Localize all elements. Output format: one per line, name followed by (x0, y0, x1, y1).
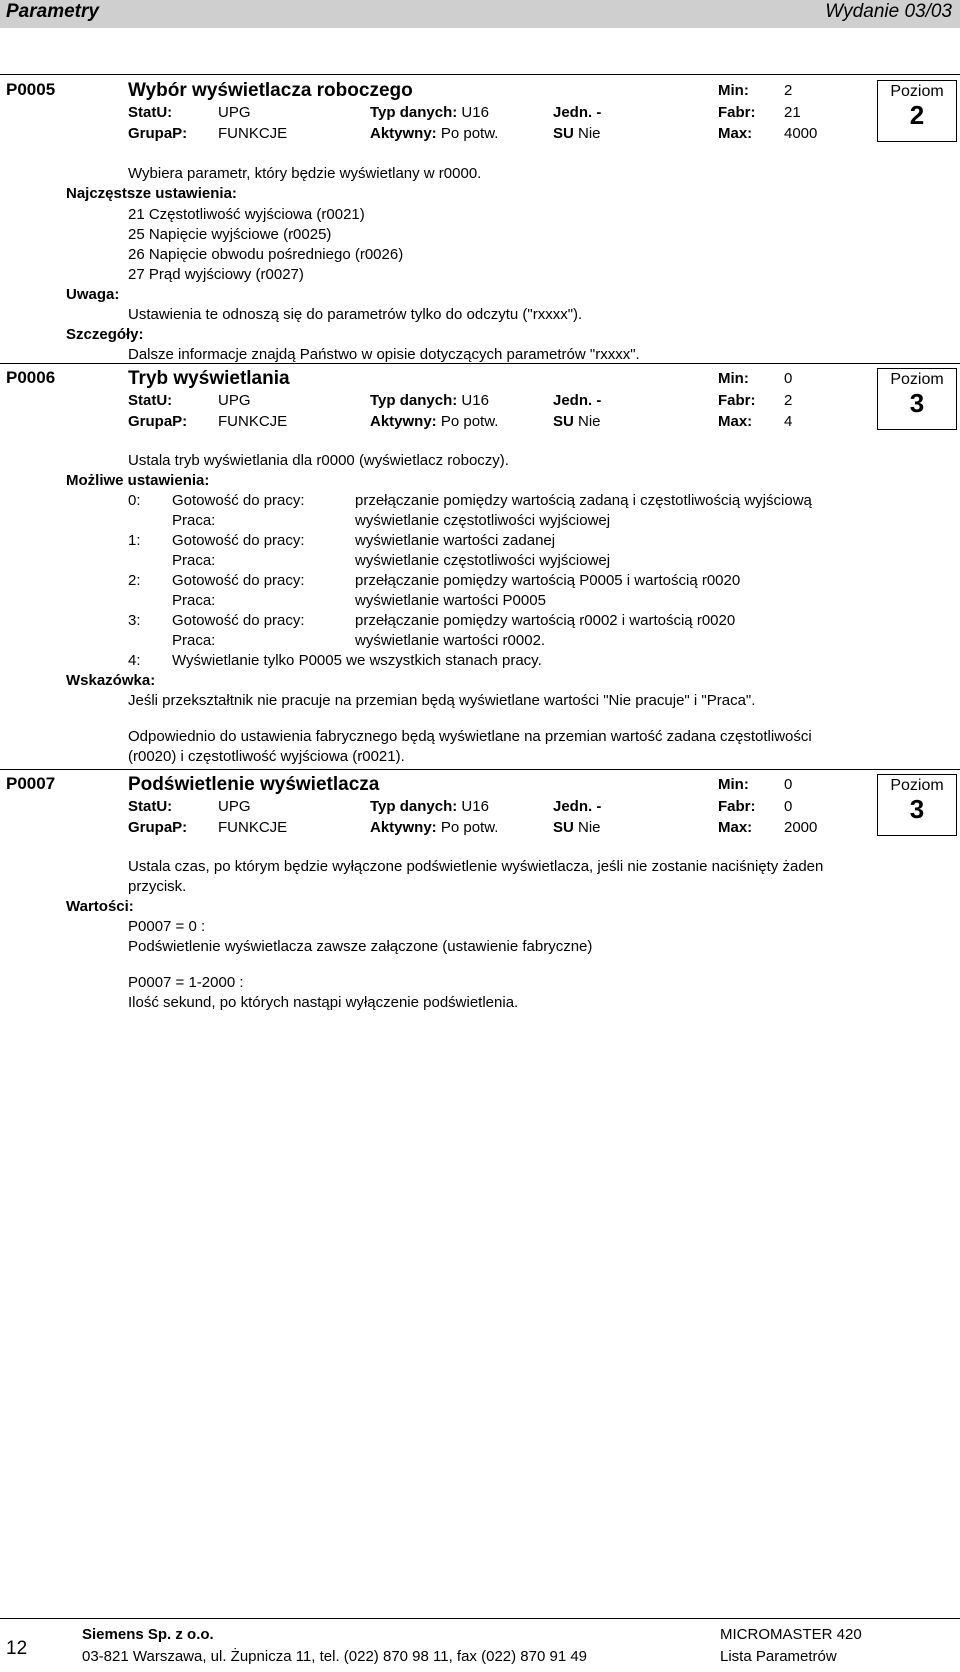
page-header (0, 0, 960, 28)
section-title: Parametry (6, 1, 99, 22)
hint-text: Odpowiednio do ustawienia fabrycznego będą wyświetlane na przemian wartość zadana częstotliwości (128, 728, 812, 745)
max-label: Max: (718, 413, 753, 430)
min-value: 0 (784, 370, 793, 387)
common-setting: 26 Napięcie obwodu pośredniego (r0026) (128, 246, 404, 263)
statu-label: StatU: (128, 798, 173, 815)
ready-text: przełączanie pomiędzy wartością P0005 i wartością r0020 (355, 572, 741, 589)
param-id: P0006 (6, 368, 56, 387)
document-name: Lista Parametrów (720, 1648, 837, 1665)
common-setting: 25 Napięcie wyjściowe (r0025) (128, 226, 332, 243)
divider (0, 363, 960, 364)
run-text: wyświetlanie wartości P0005 (355, 592, 546, 609)
type-field: Typ danych: U16 (370, 104, 489, 121)
unit-field: Jedn. - (553, 392, 602, 409)
setting-text: Wyświetlanie tylko P0005 we wszystkich stanach pracy. (172, 652, 542, 669)
fabr-label: Fabr: (718, 104, 756, 121)
max-value: 2000 (784, 819, 818, 836)
setting-number: 4: (128, 652, 141, 669)
fabr-value: 21 (784, 104, 801, 121)
description: Ustala czas, po którym będzie wyłączone podświetlenie wyświetlacza, jeśli nie zostanie naciśnięty żaden (128, 858, 824, 875)
active-field: Aktywny: Po potw. (370, 125, 499, 142)
min-value: 2 (784, 82, 793, 99)
type-field: Typ danych: U16 (370, 392, 489, 409)
setting-number: 3: (128, 612, 141, 629)
company-address: 03-821 Warszawa, ul. Żupnicza 11, tel. (022) 870 98 11, fax (022) 870 91 49 (82, 1648, 588, 1665)
page-footer (0, 1622, 960, 1672)
fabr-label: Fabr: (718, 798, 756, 815)
level-value: 3 (909, 388, 925, 418)
ready-text: przełączanie pomiędzy wartością zadaną i częstotliwością wyjściową (355, 492, 812, 509)
min-label: Min: (718, 776, 749, 793)
fabr-value: 0 (784, 798, 793, 815)
description: Wybiera parametr, który będzie wyświetlany w r0000. (128, 165, 482, 182)
max-label: Max: (718, 819, 753, 836)
grupap-label: GrupaP: (128, 413, 188, 430)
run-label: Praca: (172, 592, 216, 609)
company-name: Siemens Sp. z o.o. (82, 1626, 214, 1643)
ready-text: przełączanie pomiędzy wartością r0002 i wartością r0020 (355, 612, 736, 629)
settings-label: Możliwe ustawienia: (66, 472, 210, 489)
grupap-value: FUNKCJE (218, 125, 288, 142)
footer-divider (0, 1618, 960, 1619)
su-field: SU Nie (553, 413, 601, 430)
level-box: Poziom 3 (877, 774, 957, 836)
setting-number: 0: (128, 492, 141, 509)
min-label: Min: (718, 82, 749, 99)
run-label: Praca: (172, 632, 216, 649)
run-label: Praca: (172, 552, 216, 569)
page-number: 12 (6, 1638, 28, 1659)
common-setting: 27 Prąd wyjściowy (r0027) (128, 266, 304, 283)
ready-label: Gotowość do pracy: (172, 532, 305, 549)
description: Ustala tryb wyświetlania dla r0000 (wyświetlacz roboczy). (128, 452, 509, 469)
common-settings-label: Najczęstsze ustawienia: (66, 185, 237, 202)
value-key: P0007 = 0 : (128, 918, 206, 935)
run-label: Praca: (172, 512, 216, 529)
level-value: 3 (909, 794, 925, 824)
type-field: Typ danych: U16 (370, 798, 489, 815)
fabr-value: 2 (784, 392, 793, 409)
value-key: P0007 = 1-2000 : (128, 974, 244, 991)
level-value: 2 (909, 100, 925, 130)
edition-label: Wydanie 03/03 (825, 1, 952, 22)
min-label: Min: (718, 370, 749, 387)
min-value: 0 (784, 776, 793, 793)
description: przycisk. (128, 878, 187, 895)
details-label: Szczegóły: (66, 326, 144, 343)
statu-value: UPG (218, 392, 251, 409)
note-text: Ustawienia te odnoszą się do parametrów tylko do odczytu ("rxxxx"). (128, 306, 583, 323)
run-text: wyświetlanie wartości r0002. (355, 632, 546, 649)
hint-text: Jeśli przekształtnik nie pracuje na przemian będą wyświetlane wartości "Nie pracuje" i "Praca". (128, 692, 756, 709)
statu-label: StatU: (128, 392, 173, 409)
level-box: Poziom 3 (877, 368, 957, 430)
grupap-value: FUNKCJE (218, 819, 288, 836)
values-label: Wartości: (66, 898, 134, 915)
run-text: wyświetlanie częstotliwości wyjściowej (355, 512, 611, 529)
run-text: wyświetlanie częstotliwości wyjściowej (355, 552, 611, 569)
setting-number: 1: (128, 532, 141, 549)
active-field: Aktywny: Po potw. (370, 413, 499, 430)
grupap-value: FUNKCJE (218, 413, 288, 430)
ready-label: Gotowość do pracy: (172, 612, 305, 629)
param-title: Wybór wyświetlacza roboczego (128, 80, 413, 101)
grupap-label: GrupaP: (128, 819, 188, 836)
details-text: Dalsze informacje znajdą Państwo w opisie dotyczących parametrów "rxxxx". (128, 346, 640, 363)
divider (0, 769, 960, 770)
setting-number: 2: (128, 572, 141, 589)
active-field: Aktywny: Po potw. (370, 819, 499, 836)
hint-label: Wskazówka: (66, 672, 156, 689)
max-value: 4 (784, 413, 793, 430)
statu-value: UPG (218, 104, 251, 121)
su-field: SU Nie (553, 125, 601, 142)
su-field: SU Nie (553, 819, 601, 836)
ready-label: Gotowość do pracy: (172, 572, 305, 589)
param-title: Tryb wyświetlania (128, 368, 290, 389)
common-setting: 21 Częstotliwość wyjściowa (r0021) (128, 206, 365, 223)
product-name: MICROMASTER 420 (720, 1626, 862, 1643)
fabr-label: Fabr: (718, 392, 756, 409)
value-text: Ilość sekund, po których nastąpi wyłączenie podświetlenia. (128, 994, 519, 1011)
level-box: Poziom 2 (877, 80, 957, 142)
note-label: Uwaga: (66, 286, 120, 303)
statu-value: UPG (218, 798, 251, 815)
param-id: P0005 (6, 80, 56, 99)
max-label: Max: (718, 125, 753, 142)
param-title: Podświetlenie wyświetlacza (128, 774, 380, 795)
unit-field: Jedn. - (553, 104, 602, 121)
grupap-label: GrupaP: (128, 125, 188, 142)
divider (0, 74, 960, 75)
unit-field: Jedn. - (553, 798, 602, 815)
statu-label: StatU: (128, 104, 173, 121)
max-value: 4000 (784, 125, 818, 142)
ready-text: wyświetlanie wartości zadanej (355, 532, 556, 549)
param-id: P0007 (6, 774, 56, 793)
hint-text: (r0020) i częstotliwość wyjściowa (r0021). (128, 748, 405, 765)
ready-label: Gotowość do pracy: (172, 492, 305, 509)
value-text: Podświetlenie wyświetlacza zawsze załączone (ustawienie fabryczne) (128, 938, 593, 955)
